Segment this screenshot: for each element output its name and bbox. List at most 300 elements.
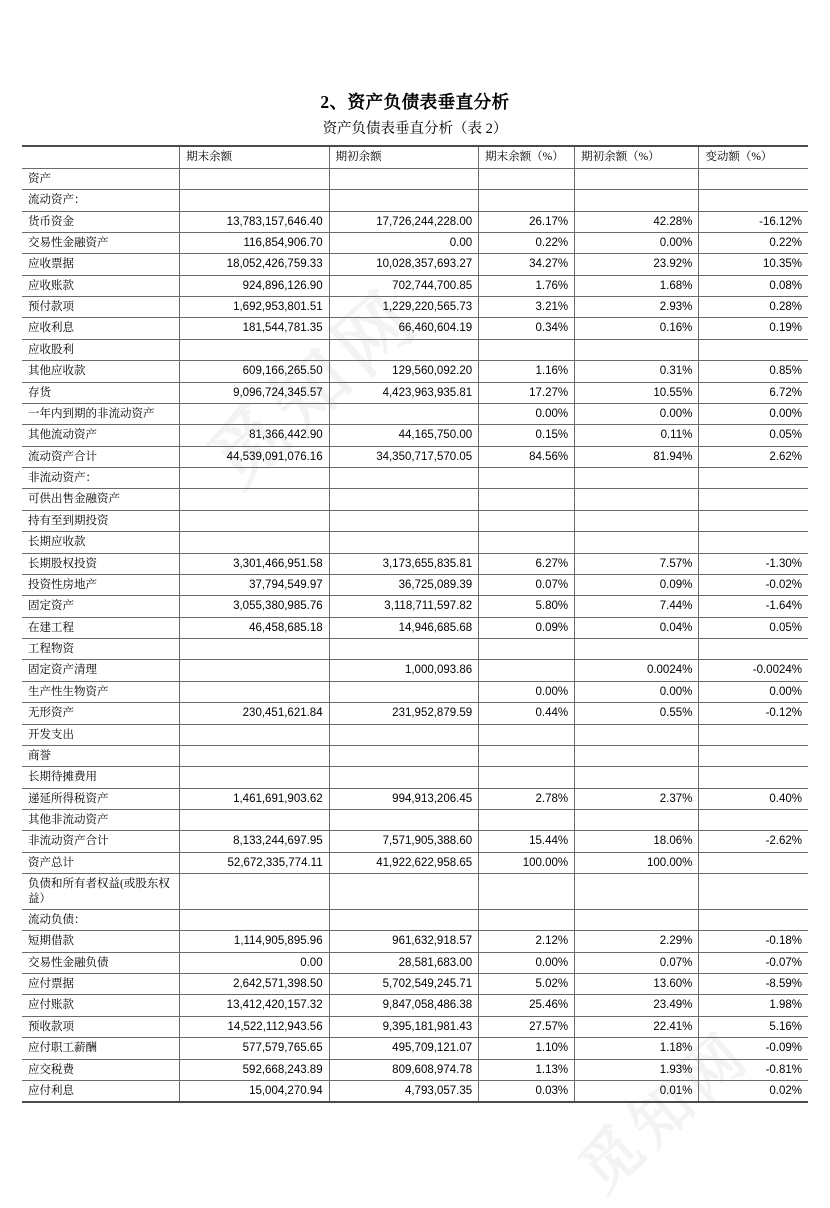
table-row [22,297,808,318]
cell-end-balance: 44,539,091,076.16 [180,446,330,467]
cell-end-balance-pct [479,489,575,510]
table-row [22,724,808,745]
cell-end-balance: 924,896,126.90 [180,275,330,296]
cell-begin-balance: 41,922,622,958.65 [329,852,479,873]
cell-begin-balance: 809,608,974.78 [329,1059,479,1080]
cell-end-balance: 13,412,420,157.32 [180,995,330,1016]
table-row [22,639,808,660]
cell-end-balance: 37,794,549.97 [180,574,330,595]
cell-delta-pct: -0.81% [699,1059,808,1080]
table-row [22,617,808,638]
row-label: 短期借款 [22,931,180,952]
cell-delta-pct: -0.0024% [699,660,808,681]
table-container [0,145,830,1103]
cell-begin-balance-pct: 0.31% [575,361,699,382]
table-row [22,425,808,446]
table-row [22,553,808,574]
cell-begin-balance-pct [575,532,699,553]
row-label: 货币资金 [22,211,180,232]
cell-end-balance-pct [479,168,575,189]
row-label: 开发支出 [22,724,180,745]
cell-delta-pct: -0.02% [699,574,808,595]
cell-begin-balance: 0.00 [329,232,479,253]
cell-end-balance-pct: 0.07% [479,574,575,595]
cell-end-balance [180,660,330,681]
row-label: 非流动资产合计 [22,831,180,852]
cell-end-balance-pct: 0.09% [479,617,575,638]
cell-end-balance-pct [479,874,575,910]
cell-begin-balance-pct [575,724,699,745]
table-row [22,1080,808,1102]
cell-begin-balance-pct: 0.0024% [575,660,699,681]
cell-begin-balance: 28,581,683.00 [329,952,479,973]
table-row [22,931,808,952]
cell-delta-pct: 0.05% [699,617,808,638]
row-label: 商誉 [22,745,180,766]
row-label: 应收利息 [22,318,180,339]
cell-begin-balance-pct: 0.16% [575,318,699,339]
cell-begin-balance-pct: 0.00% [575,681,699,702]
cell-begin-balance [329,489,479,510]
cell-end-balance-pct: 0.00% [479,952,575,973]
cell-delta-pct [699,852,808,873]
cell-end-balance-pct [479,745,575,766]
cell-begin-balance [329,190,479,211]
table-row [22,190,808,211]
cell-begin-balance-pct [575,874,699,910]
cell-delta-pct [699,168,808,189]
cell-end-balance [180,874,330,910]
cell-end-balance-pct: 1.76% [479,275,575,296]
cell-delta-pct: 2.62% [699,446,808,467]
cell-begin-balance: 1,229,220,565.73 [329,297,479,318]
cell-delta-pct: -8.59% [699,974,808,995]
cell-begin-balance-pct: 0.07% [575,952,699,973]
cell-end-balance: 81,366,442.90 [180,425,330,446]
cell-end-balance-pct: 2.78% [479,788,575,809]
table-row [22,788,808,809]
cell-delta-pct: 0.22% [699,232,808,253]
row-label: 长期待摊费用 [22,767,180,788]
cell-end-balance-pct: 26.17% [479,211,575,232]
cell-begin-balance-pct: 2.37% [575,788,699,809]
row-label: 流动资产合计 [22,446,180,467]
cell-delta-pct: 5.16% [699,1016,808,1037]
cell-begin-balance: 231,952,879.59 [329,703,479,724]
cell-begin-balance-pct: 42.28% [575,211,699,232]
cell-begin-balance: 3,173,655,835.81 [329,553,479,574]
cell-delta-pct [699,339,808,360]
table-row [22,318,808,339]
cell-end-balance-pct: 1.13% [479,1059,575,1080]
cell-begin-balance: 495,709,121.07 [329,1038,479,1059]
table-row [22,211,808,232]
cell-begin-balance: 36,725,089.39 [329,574,479,595]
cell-begin-balance [329,745,479,766]
cell-begin-balance-pct: 0.55% [575,703,699,724]
cell-end-balance-pct [479,468,575,489]
cell-delta-pct: -2.62% [699,831,808,852]
cell-end-balance [180,403,330,424]
cell-begin-balance-pct: 0.11% [575,425,699,446]
row-label: 应付职工薪酬 [22,1038,180,1059]
cell-delta-pct: 0.28% [699,297,808,318]
cell-begin-balance-pct [575,639,699,660]
cell-end-balance-pct [479,639,575,660]
cell-begin-balance-pct: 1.93% [575,1059,699,1080]
cell-begin-balance-pct: 2.93% [575,297,699,318]
row-label: 存货 [22,382,180,403]
cell-end-balance [180,532,330,553]
cell-end-balance-pct: 0.00% [479,403,575,424]
cell-end-balance-pct [479,660,575,681]
cell-end-balance: 13,783,157,646.40 [180,211,330,232]
cell-begin-balance [329,510,479,531]
cell-end-balance [180,468,330,489]
cell-end-balance [180,190,330,211]
cell-end-balance-pct [479,532,575,553]
page-title: 2、资产负债表垂直分析 [320,92,510,112]
table-row [22,974,808,995]
row-label: 可供出售金融资产 [22,489,180,510]
cell-begin-balance: 961,632,918.57 [329,931,479,952]
balance-sheet-vertical-analysis-table [22,145,808,1103]
cell-end-balance-pct: 0.22% [479,232,575,253]
cell-end-balance [180,681,330,702]
cell-delta-pct: -0.07% [699,952,808,973]
cell-begin-balance: 3,118,711,597.82 [329,596,479,617]
cell-begin-balance-pct: 0.00% [575,403,699,424]
cell-end-balance: 18,052,426,759.33 [180,254,330,275]
cell-end-balance [180,339,330,360]
row-label: 固定资产 [22,596,180,617]
cell-begin-balance: 9,847,058,486.38 [329,995,479,1016]
cell-end-balance: 46,458,685.18 [180,617,330,638]
cell-end-balance [180,489,330,510]
cell-begin-balance: 4,793,057.35 [329,1080,479,1102]
column-header-end-balance-pct: 期末余额（%） [479,146,575,168]
cell-begin-balance-pct [575,339,699,360]
cell-begin-balance-pct: 18.06% [575,831,699,852]
row-label: 一年内到期的非流动资产 [22,403,180,424]
cell-end-balance [180,168,330,189]
row-label: 流动负债： [22,909,180,930]
cell-delta-pct [699,724,808,745]
row-label: 其他应收款 [22,361,180,382]
cell-end-balance: 230,451,621.84 [180,703,330,724]
cell-end-balance [180,767,330,788]
cell-end-balance-pct: 17.27% [479,382,575,403]
cell-begin-balance [329,724,479,745]
table-row [22,254,808,275]
cell-begin-balance-pct: 1.68% [575,275,699,296]
cell-delta-pct [699,810,808,831]
table-row [22,168,808,189]
cell-end-balance-pct: 2.12% [479,931,575,952]
cell-begin-balance-pct: 23.49% [575,995,699,1016]
cell-begin-balance-pct: 7.44% [575,596,699,617]
cell-begin-balance-pct [575,745,699,766]
cell-end-balance-pct [479,339,575,360]
cell-begin-balance-pct [575,168,699,189]
cell-end-balance: 2,642,571,398.50 [180,974,330,995]
table-row [22,681,808,702]
table-row [22,1016,808,1037]
table-row [22,660,808,681]
cell-end-balance-pct: 25.46% [479,995,575,1016]
table-row [22,596,808,617]
cell-end-balance: 116,854,906.70 [180,232,330,253]
cell-end-balance [180,745,330,766]
cell-delta-pct: 0.40% [699,788,808,809]
table-row [22,275,808,296]
cell-end-balance-pct: 34.27% [479,254,575,275]
cell-begin-balance-pct: 2.29% [575,931,699,952]
cell-begin-balance-pct: 22.41% [575,1016,699,1037]
table-row [22,852,808,873]
cell-end-balance-pct: 84.56% [479,446,575,467]
cell-begin-balance [329,339,479,360]
cell-delta-pct [699,532,808,553]
table-row [22,361,808,382]
table-row [22,952,808,973]
cell-end-balance [180,909,330,930]
cell-end-balance-pct [479,190,575,211]
cell-end-balance: 8,133,244,697.95 [180,831,330,852]
row-label: 长期股权投资 [22,553,180,574]
row-label: 负债和所有者权益(或股东权益） [22,874,180,910]
cell-begin-balance: 994,913,206.45 [329,788,479,809]
column-header-begin-balance: 期初余额 [329,146,479,168]
cell-end-balance: 181,544,781.35 [180,318,330,339]
cell-delta-pct: 6.72% [699,382,808,403]
cell-end-balance-pct [479,810,575,831]
cell-begin-balance-pct: 0.01% [575,1080,699,1102]
cell-begin-balance [329,681,479,702]
cell-end-balance-pct: 5.80% [479,596,575,617]
table-row [22,703,808,724]
table-row [22,909,808,930]
cell-begin-balance-pct: 13.60% [575,974,699,995]
row-label: 持有至到期投资 [22,510,180,531]
cell-end-balance-pct: 1.16% [479,361,575,382]
cell-begin-balance-pct: 1.18% [575,1038,699,1059]
cell-delta-pct: -0.18% [699,931,808,952]
cell-begin-balance [329,810,479,831]
row-label: 在建工程 [22,617,180,638]
cell-delta-pct: -16.12% [699,211,808,232]
table-row [22,831,808,852]
table-row [22,339,808,360]
cell-begin-balance: 34,350,717,570.05 [329,446,479,467]
cell-delta-pct: -1.64% [699,596,808,617]
cell-end-balance: 14,522,112,943.56 [180,1016,330,1037]
cell-begin-balance: 702,744,700.85 [329,275,479,296]
row-label: 其他流动资产 [22,425,180,446]
table-row [22,446,808,467]
cell-end-balance: 609,166,265.50 [180,361,330,382]
row-label: 流动资产： [22,190,180,211]
cell-end-balance: 1,692,953,801.51 [180,297,330,318]
cell-delta-pct [699,468,808,489]
row-label: 应交税费 [22,1059,180,1080]
cell-delta-pct [699,767,808,788]
cell-begin-balance: 1,000,093.86 [329,660,479,681]
table-row [22,532,808,553]
cell-begin-balance-pct: 0.00% [575,232,699,253]
cell-delta-pct: 0.02% [699,1080,808,1102]
cell-delta-pct: 0.19% [699,318,808,339]
table-row [22,995,808,1016]
cell-delta-pct [699,510,808,531]
cell-end-balance-pct [479,724,575,745]
cell-begin-balance [329,403,479,424]
cell-end-balance-pct: 15.44% [479,831,575,852]
cell-begin-balance: 9,395,181,981.43 [329,1016,479,1037]
row-label: 应付账款 [22,995,180,1016]
cell-delta-pct: 0.85% [699,361,808,382]
cell-end-balance: 9,096,724,345.57 [180,382,330,403]
table-row [22,403,808,424]
cell-begin-balance [329,468,479,489]
row-label: 长期应收款 [22,532,180,553]
cell-begin-balance [329,168,479,189]
column-header-begin-balance-pct: 期初余额（%） [575,146,699,168]
row-label: 投资性房地产 [22,574,180,595]
cell-begin-balance: 66,460,604.19 [329,318,479,339]
row-label: 其他非流动资产 [22,810,180,831]
cell-begin-balance: 10,028,357,693.27 [329,254,479,275]
row-label: 应收账款 [22,275,180,296]
row-label: 交易性金融负债 [22,952,180,973]
cell-begin-balance: 17,726,244,228.00 [329,211,479,232]
cell-delta-pct [699,190,808,211]
cell-begin-balance: 44,165,750.00 [329,425,479,446]
cell-end-balance-pct: 0.44% [479,703,575,724]
row-label: 生产性生物资产 [22,681,180,702]
cell-end-balance-pct: 0.15% [479,425,575,446]
cell-begin-balance-pct [575,190,699,211]
row-label: 预付款项 [22,297,180,318]
cell-delta-pct: 0.08% [699,275,808,296]
table-caption: 资产负债表垂直分析（表 2） [322,121,508,137]
cell-end-balance-pct: 1.10% [479,1038,575,1059]
cell-end-balance-pct [479,767,575,788]
table-row [22,232,808,253]
cell-delta-pct: -0.12% [699,703,808,724]
table-row [22,382,808,403]
cell-begin-balance-pct [575,468,699,489]
cell-begin-balance-pct: 100.00% [575,852,699,873]
row-label: 应收票据 [22,254,180,275]
table-row [22,489,808,510]
row-label: 工程物资 [22,639,180,660]
cell-end-balance: 1,114,905,895.96 [180,931,330,952]
cell-delta-pct: -1.30% [699,553,808,574]
cell-end-balance-pct [479,510,575,531]
cell-delta-pct [699,745,808,766]
cell-end-balance [180,724,330,745]
table-body [22,168,808,1102]
row-label: 应付票据 [22,974,180,995]
column-header-label [22,146,180,168]
cell-end-balance [180,639,330,660]
cell-begin-balance-pct: 10.55% [575,382,699,403]
cell-begin-balance: 129,560,092.20 [329,361,479,382]
cell-begin-balance-pct [575,909,699,930]
cell-begin-balance-pct [575,810,699,831]
cell-end-balance: 592,668,243.89 [180,1059,330,1080]
cell-begin-balance-pct: 0.09% [575,574,699,595]
row-label: 交易性金融资产 [22,232,180,253]
cell-delta-pct [699,909,808,930]
cell-end-balance: 1,461,691,903.62 [180,788,330,809]
cell-begin-balance [329,639,479,660]
cell-end-balance-pct: 0.03% [479,1080,575,1102]
cell-end-balance-pct: 0.34% [479,318,575,339]
table-row [22,745,808,766]
cell-begin-balance-pct [575,510,699,531]
table-row [22,468,808,489]
cell-delta-pct: -0.09% [699,1038,808,1059]
cell-begin-balance-pct: 81.94% [575,446,699,467]
cell-delta-pct: 0.00% [699,681,808,702]
cell-end-balance [180,510,330,531]
cell-delta-pct: 10.35% [699,254,808,275]
cell-end-balance: 15,004,270.94 [180,1080,330,1102]
table-row [22,510,808,531]
table-header [22,146,808,168]
table-row [22,574,808,595]
cell-delta-pct: 0.05% [699,425,808,446]
table-row [22,810,808,831]
cell-end-balance: 0.00 [180,952,330,973]
cell-delta-pct: 0.00% [699,403,808,424]
cell-end-balance-pct: 6.27% [479,553,575,574]
cell-end-balance: 577,579,765.65 [180,1038,330,1059]
cell-delta-pct [699,489,808,510]
cell-end-balance-pct: 27.57% [479,1016,575,1037]
cell-end-balance [180,810,330,831]
cell-end-balance-pct [479,909,575,930]
cell-end-balance-pct: 0.00% [479,681,575,702]
table-row [22,1038,808,1059]
cell-begin-balance-pct: 7.57% [575,553,699,574]
cell-end-balance: 3,301,466,951.58 [180,553,330,574]
cell-begin-balance: 14,946,685.68 [329,617,479,638]
column-header-delta-pct: 变动额（%） [699,146,808,168]
row-label: 非流动资产： [22,468,180,489]
row-label: 应付利息 [22,1080,180,1102]
table-header-row [22,146,808,168]
cell-begin-balance [329,532,479,553]
column-header-end-balance: 期末余额 [180,146,330,168]
cell-end-balance-pct: 100.00% [479,852,575,873]
row-label: 固定资产清理 [22,660,180,681]
row-label: 预收款项 [22,1016,180,1037]
cell-delta-pct [699,639,808,660]
cell-begin-balance [329,909,479,930]
cell-end-balance: 3,055,380,985.76 [180,596,330,617]
cell-begin-balance: 5,702,549,245.71 [329,974,479,995]
cell-end-balance: 52,672,335,774.11 [180,852,330,873]
cell-begin-balance-pct [575,767,699,788]
table-row [22,1059,808,1080]
row-label: 无形资产 [22,703,180,724]
cell-begin-balance-pct: 23.92% [575,254,699,275]
cell-delta-pct [699,874,808,910]
row-label: 资产总计 [22,852,180,873]
